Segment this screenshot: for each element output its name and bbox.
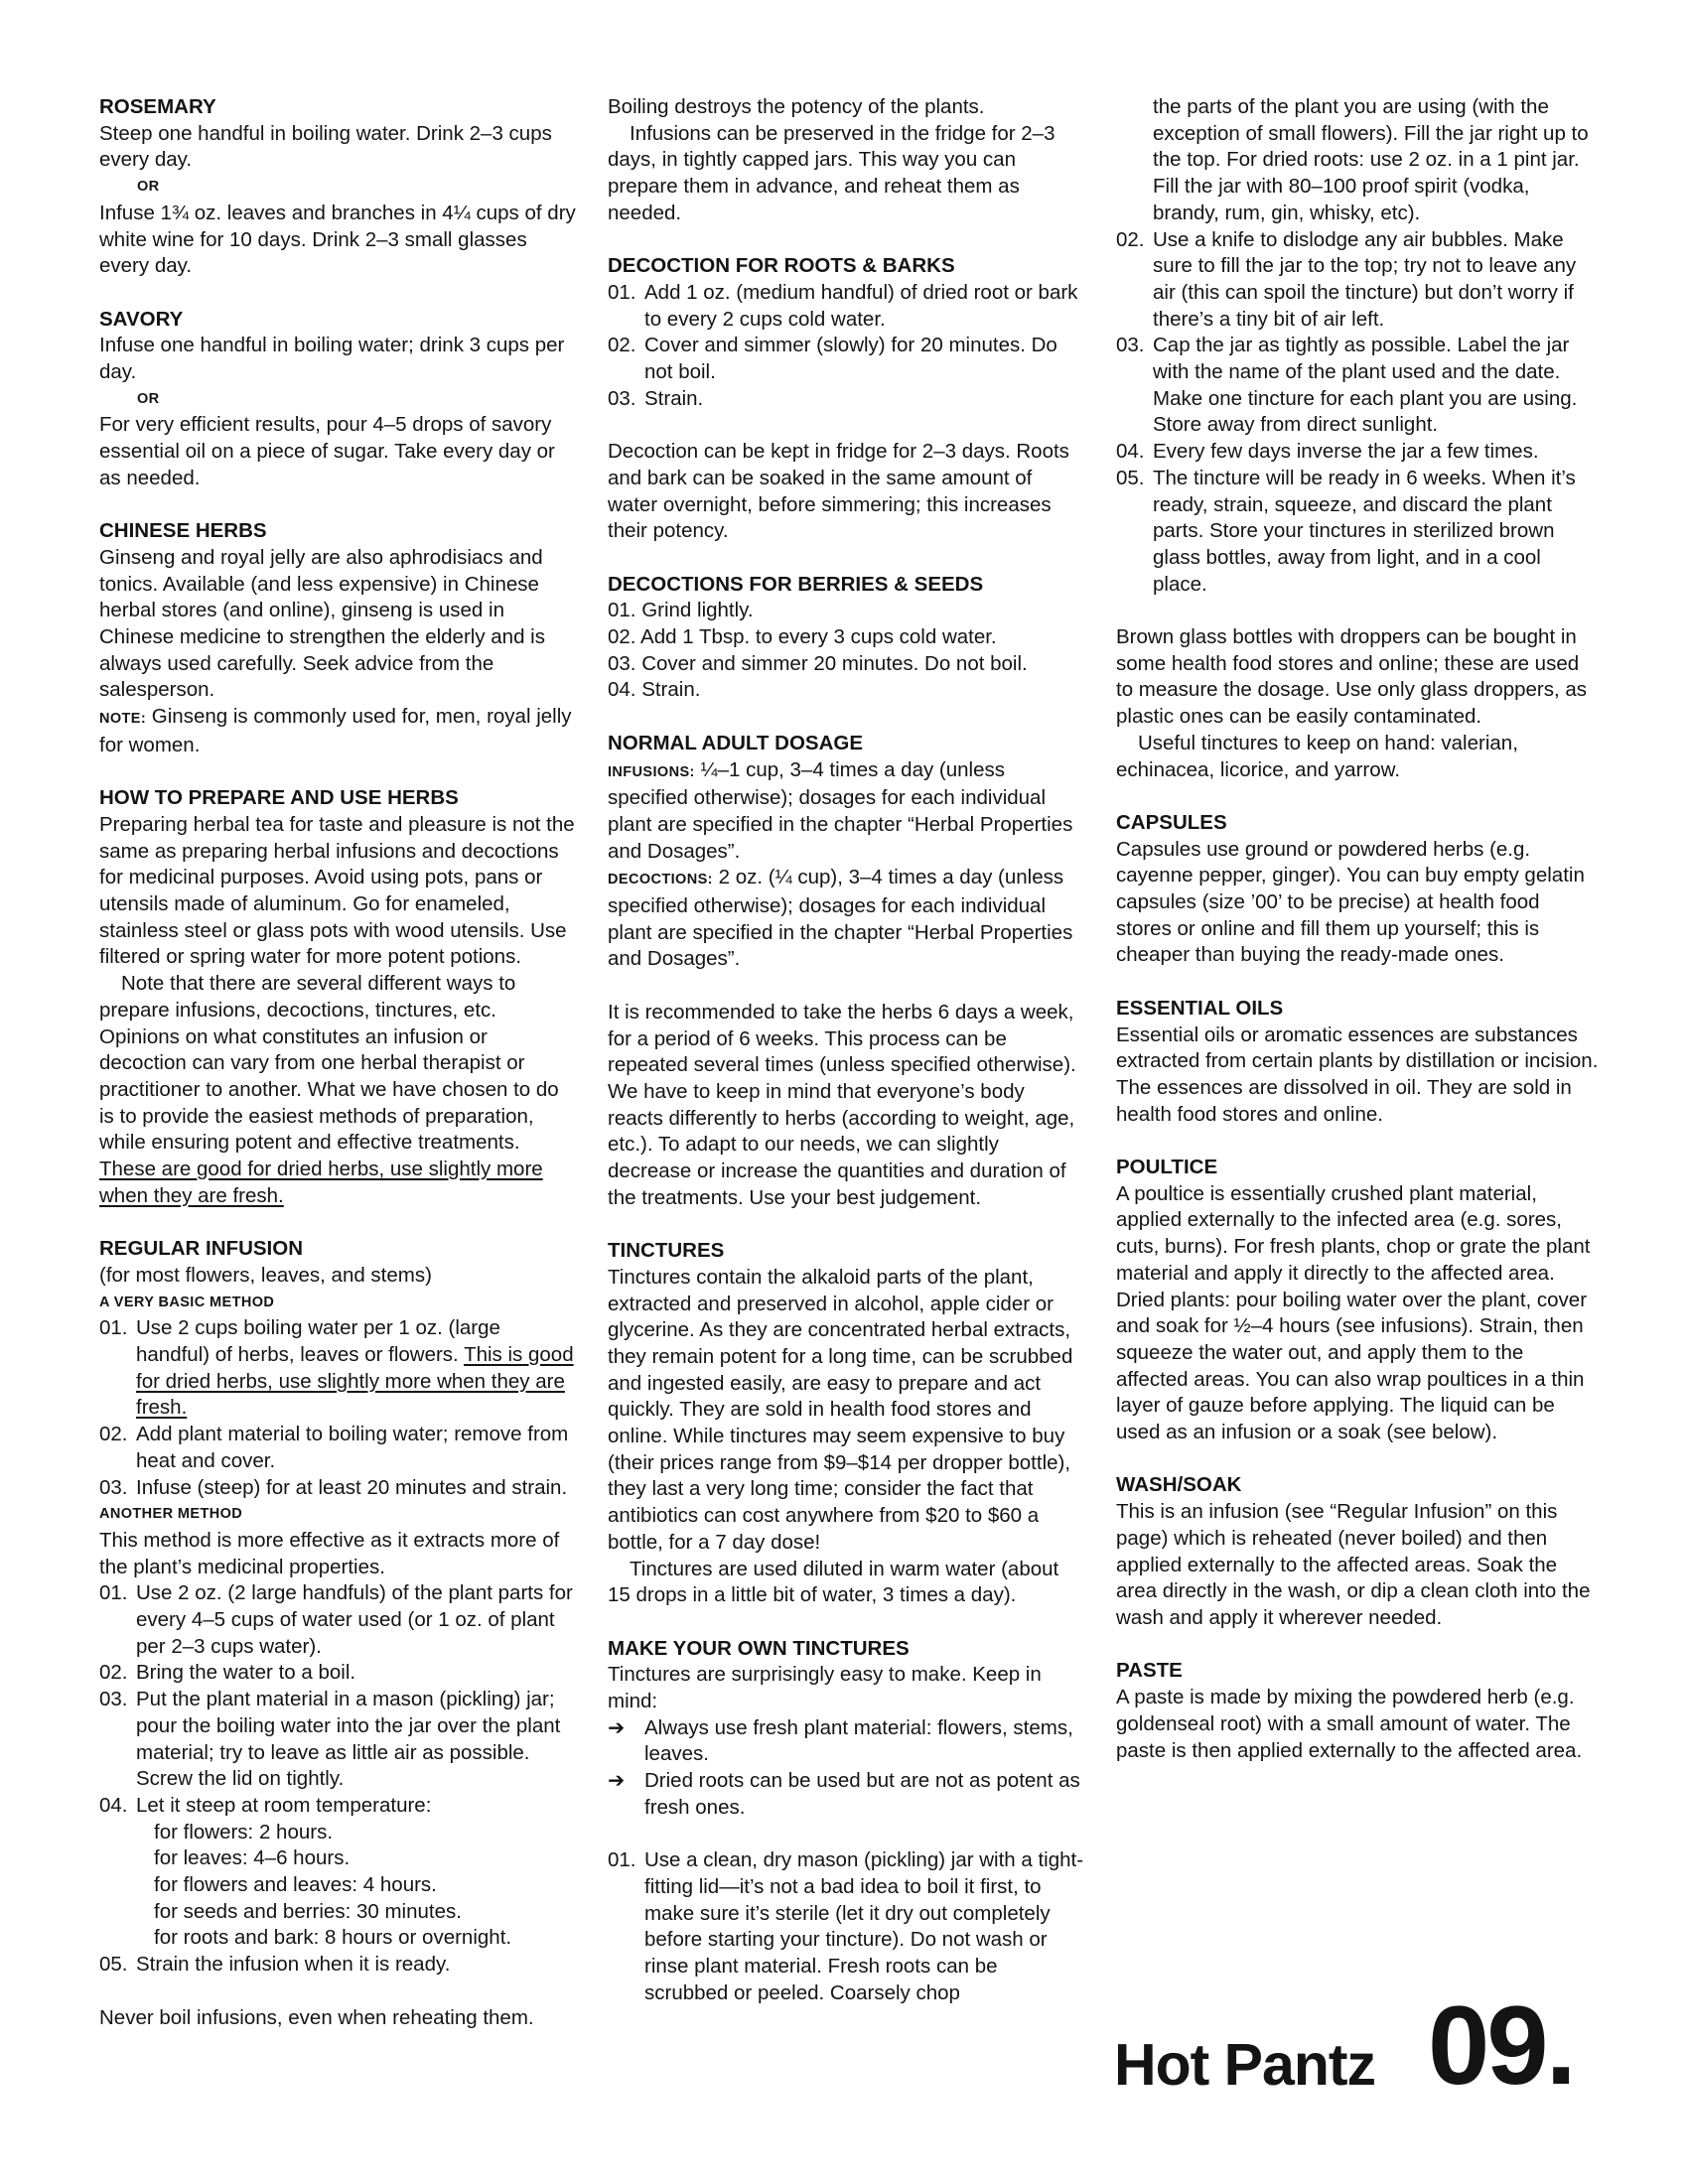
heading-make-tinctures: MAKE YOUR OWN TINCTURES — [608, 1636, 910, 1660]
berries-step-4: 04. Strain. — [608, 678, 701, 702]
heading-essential-oils: ESSENTIAL OILS — [1116, 996, 1284, 1020]
capsules-text: Capsules use ground or powdered herbs (e.g. cayenne pepper, ginger). You can buy empty gelatin capsules (size ’00’ to be precise) at health food stores or online and fill them up yourself; this is cheaper than buying the ready-made ones. — [1116, 837, 1585, 967]
savory-text-1: Infuse one handful in boiling water; drink 3 cups per day. — [99, 334, 565, 384]
brown-bottles-text: Brown glass bottles with droppers can be bought in some health food stores and online; these are used to measure the dosage. Use only glass droppers, as plastic ones can be easily contaminated. — [1116, 625, 1588, 729]
heading-decoction-berries: DECOCTIONS FOR BERRIES & SEEDS — [608, 572, 984, 596]
heading-rosemary: ROSEMARY — [99, 95, 216, 118]
another-method-label: ANOTHER METHOD — [99, 1506, 243, 1523]
list-item — [608, 1768, 1084, 1821]
tinctures-text-1: Tinctures contain the alkaloid parts of the plant, extracted and preserved in alcohol, apple cider or glycerine. As they are concentrated herbal extracts, they remain potent for a long time, can be scrubbed and ingested easily, are easy to prepare and act quickly. They are sold in health food stores and online. While tinctures may seem expensive to buy (their prices range from $9–$14 per dropper bottle), they last a very long time; consider the fact that antibiotics can cost anywhere from $20 to $60 a bottle, for a 7 day dose! — [608, 1265, 1073, 1554]
list-text: Let it steep at room temperature: — [136, 1793, 432, 1817]
list-number: 02. — [608, 334, 636, 357]
essential-oils-text: Essential oils or aromatic essences are substances extracted from certain plants by distillation or incision. The essences are dissolved in oil. They are sold in health food stores and online. — [1116, 1023, 1599, 1126]
list-number: 01. — [608, 280, 636, 304]
column-middle — [608, 94, 1084, 2007]
paste-text: A paste is made by mixing the powdered herb (e.g. goldenseal root) with a small amount of water. The paste is then applied externally to the affected area. — [1116, 1686, 1583, 1762]
list-text: Use a knife to dislodge any air bubbles. Make sure to fill the jar to the top; try not to leave any air (this can spoil the tincture) but don’t worry if there’s a tiny bit of air left. — [1153, 227, 1577, 331]
list-item — [1116, 466, 1599, 599]
steep-time-leaves: for leaves: 4–6 hours. — [154, 1846, 351, 1870]
list-text: The tincture will be ready in 6 weeks. When it’s ready, strain, squeeze, and discard the plant parts. Store your tinctures in sterilized brown glass bottles, away from light, and in a cool place. — [1153, 466, 1576, 596]
list-item — [1116, 333, 1599, 439]
berries-step-3: 03. Cover and simmer 20 minutes. Do not boil. — [608, 651, 1028, 675]
basic-step-1: Use 2 cups boiling water per 1 oz. (large handful) of herbs, leaves or flowers. — [136, 1316, 500, 1366]
basic-step-1-underlined: This is good for dried herbs, use slightly more when they are fresh. — [136, 1342, 574, 1420]
list-item — [99, 1315, 576, 1422]
chinese-herbs-note — [99, 704, 576, 758]
list-number: 01. — [608, 1848, 636, 1872]
infusions-preserve-text: Infusions can be preserved in the fridge for 2–3 days, in tightly capped jars. This way you can prepare them in advance, and reheat them as needed. — [608, 121, 1055, 224]
list-text: Strain the infusion when it is ready. — [136, 1953, 451, 1977]
heading-wash-soak: WASH/SOAK — [1116, 1473, 1242, 1497]
recommendation-text: It is recommended to take the herbs 6 days a week, for a period of 6 weeks. This process can be repeated several times (unless specified otherwise). We have to keep in mind that everyone’s body reacts differently to herbs (according to weight, age, etc.). To adapt to our needs, we can slightly decrease or increase the quantities and duration of the treatments. Use your best judgement. — [608, 1000, 1076, 1209]
list-item — [99, 1687, 576, 1793]
useful-tinctures-text: Useful tinctures to keep on hand: valerian, echinacea, licorice, and yarrow. — [1116, 731, 1518, 781]
prepare-text-2 — [99, 971, 576, 1209]
list-text: Put the plant material in a mason (pickling) jar; pour the boiling water into the jar over the plant material; try to leave as little air as possible. Screw the lid on tightly. — [136, 1688, 561, 1791]
chinese-herbs-text: Ginseng and royal jelly are also aphrodisiacs and tonics. Available (and less expensive) in Chinese herbal stores (and online), ginseng is used in Chinese medicine to strengthen the elderly and is always used carefully. Seek advice from the salesperson. — [99, 545, 545, 702]
steep-time-seeds-berries: for seeds and berries: 30 minutes. — [154, 1899, 462, 1923]
list-text: Every few days inverse the jar a few times. — [1153, 440, 1539, 464]
decoction-text: Decoction can be kept in fridge for 2–3 days. Roots and bark can be soaked in the same amount of water overnight, before simmering; this increases their potency. — [608, 440, 1069, 543]
list-text: Use 2 oz. (2 large handfuls) of the plant parts for every 4–5 cups of water used (or 1 oz. of plant per 2–3 cups water). — [136, 1581, 573, 1658]
list-item — [1116, 227, 1599, 334]
heading-paste: PASTE — [1116, 1659, 1183, 1683]
book-title: Hot Pantz — [1114, 2032, 1376, 2098]
list-number: 05. — [1116, 466, 1145, 489]
list-number: 03. — [99, 1475, 128, 1499]
list-text: Cover and simmer (slowly) for 20 minutes. Do not boil. — [644, 334, 1057, 384]
list-text: Bring the water to a boil. — [136, 1661, 356, 1685]
make-tinctures-intro: Tinctures are surprisingly easy to make. Keep in mind: — [608, 1663, 1042, 1713]
heading-decoction-roots: DECOCTION FOR ROOTS & BARKS — [608, 254, 955, 278]
list-text: Add plant material to boiling water; remove from heat and cover. — [136, 1423, 569, 1472]
rosemary-text-2: Infuse 1¾ oz. leaves and branches in 4¼ cups of dry white wine for 10 days. Drink 2–3 small glasses every day. — [99, 201, 576, 278]
list-item — [99, 1952, 576, 1979]
arrow-right-icon: ➔ — [608, 1715, 626, 1739]
heading-adult-dosage: NORMAL ADULT DOSAGE — [608, 731, 864, 754]
column-right — [1116, 94, 1599, 1764]
decoctions-label: DECOCTIONS: — [608, 872, 713, 888]
prepare-text-2-main: Note that there are several different ways to prepare infusions, decoctions, tinctures, etc. Opinions on what constitutes an infusion or decoction can vary from one herbal therapist or practitioner to another. What we have chosen to do is to provide the easiest methods of preparation, while ensuring potent and effective treatments. — [99, 972, 559, 1155]
tinctures-text-2: Tinctures are used diluted in warm water (about 15 drops in a little bit of water, 3 times a day). — [608, 1557, 1059, 1607]
list-text: Use a clean, dry mason (pickling) jar with a tight-fitting lid—it’s not a bad idea to boil it first, to make sure it’s sterile (let it dry out completely before starting your tincture). Do not wash or rinse plant material. Fresh roots can be scrubbed or peeled. Coarsely chop — [644, 1848, 1084, 2004]
infusions-dosage-text: ¼–1 cup, 3–4 times a day (unless specified otherwise); dosages for each individual plant are specified in the chapter “Herbal Properties and Dosages”. — [608, 757, 1073, 863]
poultice-text: A poultice is essentially crushed plant material, applied externally to the infected area (e.g. sores, cuts, burns). For fresh plants, chop or grate the plant material and apply it directly to the affected area. Dried plants: pour boiling water over the plant, cover and soak for ½–4 hours (see infusions). Strain, then squeeze the water out, and apply them to the affected areas. You can also wrap poultices in a thin layer of gauze before applying. The liquid can be used as an infusion or a soak (see below). — [1116, 1181, 1591, 1444]
heading-prepare-herbs: HOW TO PREPARE AND USE HERBS — [99, 786, 459, 810]
list-text: Always use fresh plant material: flowers, stems, leaves. — [644, 1715, 1073, 1766]
list-item — [608, 1847, 1084, 2006]
list-text: Infuse (steep) for at least 20 minutes and strain. — [136, 1475, 568, 1499]
dosage-decoctions — [608, 865, 1084, 973]
savory-or: OR — [137, 390, 160, 407]
heading-tinctures: TINCTURES — [608, 1239, 725, 1263]
list-item — [99, 1793, 576, 1820]
list-text — [136, 1315, 576, 1422]
list-item — [1116, 94, 1599, 227]
decoctions-dosage-text: 2 oz. (¼ cup), 3–4 times a day (unless specified otherwise); dosages for each individual plant are specified in the chapter “Herbal Properties and Dosages”. — [608, 866, 1073, 971]
steep-time-flowers: for flowers: 2 hours. — [154, 1820, 334, 1843]
list-number: 05. — [99, 1953, 128, 1977]
list-text: the parts of the plant you are using (with the exception of small flowers). Fill the jar right up to the top. For dried roots: use 2 oz. in a 1 pint jar. Fill the jar with 80–100 proof spirit (vodka, brandy, rum, gin, whisky, etc). — [1153, 95, 1589, 224]
heading-capsules: CAPSULES — [1116, 810, 1227, 834]
heading-savory: SAVORY — [99, 307, 184, 331]
berries-step-1: 01. Grind lightly. — [608, 599, 754, 622]
list-item — [608, 1715, 1084, 1768]
list-number: 02. — [99, 1661, 128, 1685]
list-number: 01. — [99, 1581, 128, 1605]
heading-chinese-herbs: CHINESE HERBS — [99, 519, 267, 543]
another-method-text: This method is more effective as it extracts more of the plant’s medicinal properties. — [99, 1528, 560, 1578]
list-number: 03. — [99, 1688, 128, 1711]
basic-method-label: A VERY BASIC METHOD — [99, 1294, 275, 1310]
list-item — [1116, 439, 1599, 466]
list-number: 04. — [1116, 440, 1145, 464]
list-number: 01. — [99, 1316, 128, 1340]
prepare-text-2-underlined: These are good for dried herbs, use slightly more when they are fresh. — [99, 1158, 543, 1207]
list-item — [608, 280, 1084, 333]
list-item — [608, 386, 1084, 413]
heading-poultice: POULTICE — [1116, 1156, 1218, 1179]
list-item — [99, 1580, 576, 1660]
note-label: NOTE: — [99, 711, 147, 728]
steep-time-roots-bark: for roots and bark: 8 hours or overnight. — [154, 1926, 512, 1950]
prepare-text-1: Preparing herbal tea for taste and pleasure is not the same as preparing herbal infusions and decoctions for medicinal purposes. Avoid using pots, pans or utensils made of aluminum. Go for enameled, stainless steel or glass pots with wood utensils. Use filtered or spring water for more potent potions. — [99, 812, 575, 969]
heading-regular-infusion: REGULAR INFUSION — [99, 1237, 303, 1261]
list-item — [99, 1422, 576, 1474]
page-footer — [1114, 1983, 1601, 2110]
berries-step-2: 02. Add 1 Tbsp. to every 3 cups cold water. — [608, 625, 997, 649]
rosemary-or: OR — [137, 179, 160, 196]
list-item — [99, 1475, 576, 1502]
note-text: Ginseng is commonly used for, men, royal jelly for women. — [99, 705, 572, 756]
savory-text-2: For very efficient results, pour 4–5 drops of savory essential oil on a piece of sugar. Take every day or as needed. — [99, 413, 555, 489]
list-number: 03. — [608, 386, 636, 410]
list-number: 02. — [1116, 227, 1145, 251]
list-text: Dried roots can be used but are not as potent as fresh ones. — [644, 1769, 1080, 1819]
list-number: 03. — [1116, 334, 1145, 357]
list-number: 04. — [99, 1793, 128, 1817]
arrow-right-icon: ➔ — [608, 1769, 626, 1793]
dosage-infusions — [608, 757, 1084, 866]
list-number: 02. — [99, 1423, 128, 1446]
page-number: 09. — [1428, 1983, 1574, 2108]
list-text: Strain. — [644, 386, 704, 410]
list-item — [608, 333, 1084, 385]
infusions-label: INFUSIONS: — [608, 763, 695, 780]
rosemary-text-1: Steep one handful in boiling water. Drink 2–3 cups every day. — [99, 121, 552, 172]
column-left — [99, 94, 576, 2031]
list-item — [99, 1660, 576, 1687]
never-boil-text: Never boil infusions, even when reheating them. — [99, 2005, 534, 2029]
list-text: Add 1 oz. (medium handful) of dried root or bark to every 2 cups cold water. — [644, 280, 1078, 331]
boiling-text: Boiling destroys the potency of the plants. — [608, 95, 985, 118]
steep-time-flowers-leaves: for flowers and leaves: 4 hours. — [154, 1873, 437, 1897]
regular-infusion-subtitle: (for most flowers, leaves, and stems) — [99, 1263, 432, 1287]
list-text: Cap the jar as tightly as possible. Label the jar with the name of the plant used and the date. Make one tincture for each plant you are using. Store away from direct sunlight. — [1153, 334, 1578, 437]
wash-soak-text: This is an infusion (see “Regular Infusion” on this page) which is reheated (never boiled) and then applied externally to the affected areas. Soak the area directly in the wash, or dip a clean cloth into the wash and apply it wherever needed. — [1116, 1500, 1591, 1629]
